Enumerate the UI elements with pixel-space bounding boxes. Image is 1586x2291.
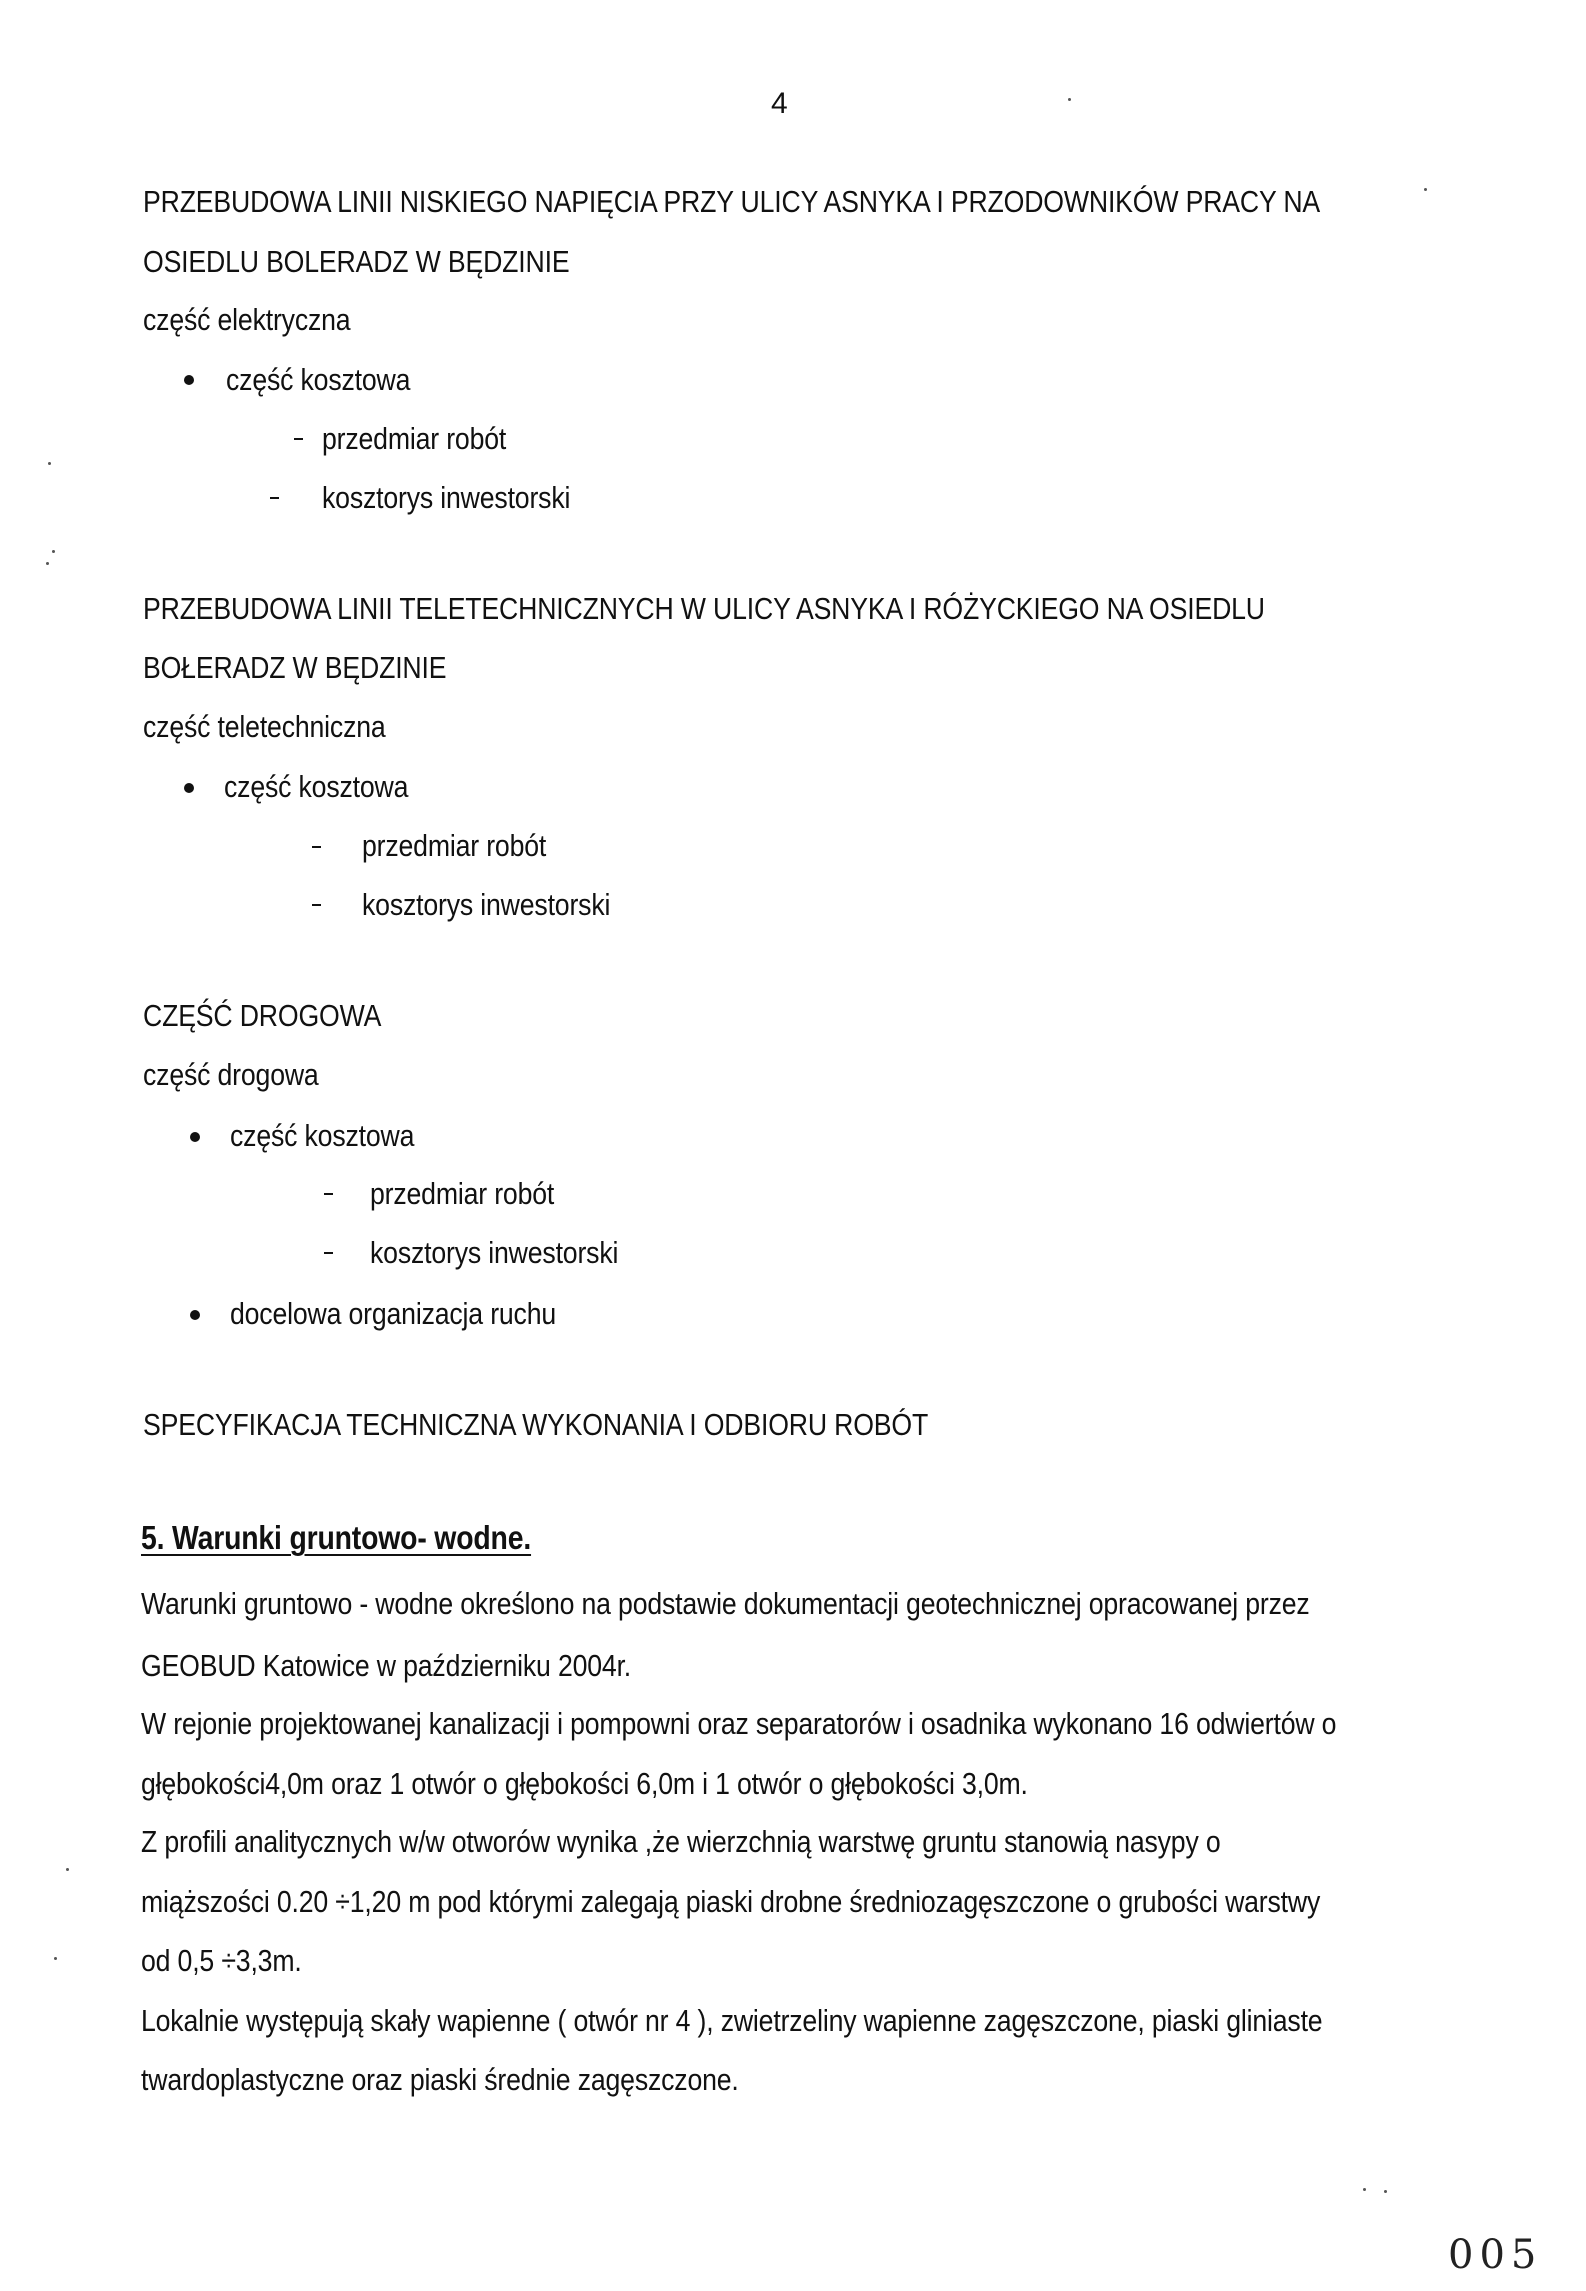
road-part-label: część drogowa: [143, 1057, 319, 1092]
telecom-title-line-1: PRZEBUDOWA LINII TELETECHNICZNYCH W ULICY ASNYKA I RÓŻYCKIEGO NA OSIEDLU: [143, 591, 1265, 626]
telecom-item-measurement: przedmiar robót: [362, 828, 547, 863]
bullet-icon: [190, 1132, 200, 1142]
telecom-bullet-cost: część kosztowa: [224, 769, 409, 804]
section-5-line: głębokości4,0m oraz 1 otwór o głębokości 6,0m i 1 otwór o głębokości 3,0m.: [141, 1766, 1028, 1801]
electric-item-measurement: przedmiar robót: [322, 421, 507, 456]
scan-speck: [66, 1868, 69, 1871]
dash-icon: [312, 904, 321, 906]
scan-speck: [46, 562, 49, 565]
road-item-estimate: kosztorys inwestorski: [370, 1235, 619, 1270]
section-5-line: GEOBUD Katowice w październiku 2004r.: [141, 1648, 632, 1683]
section-5-line: twardoplastyczne oraz piaski średnie zagęszczone.: [141, 2062, 739, 2097]
section-5-line: miąższości 0.20 ÷1,20 m pod którymi zalegają piaski drobne średniozagęszczone o grubości warstwy: [141, 1884, 1321, 1919]
scan-speck: [48, 462, 51, 465]
page-stamp-number: 005: [1448, 2232, 1543, 2278]
section-5-line: Lokalnie występują skały wapienne ( otwór nr 4 ), zwietrzeliny wapienne zagęszczone, piaski gliniaste: [141, 2003, 1323, 2038]
section-5-line: od 0,5 ÷3,3m.: [141, 1943, 302, 1978]
section-5-line: W rejonie projektowanej kanalizacji i pompowni oraz separatorów i osadnika wykonano 16 odwiertów o: [141, 1706, 1337, 1741]
dash-icon: [294, 438, 303, 440]
electric-title-line-1: PRZEBUDOWA LINII NISKIEGO NAPIĘCIA PRZY ULICY ASNYKA I PRZODOWNIKÓW PRACY NA: [143, 184, 1321, 219]
telecom-part-label: część teletechniczna: [143, 709, 386, 744]
page-number: 4: [771, 87, 788, 120]
bullet-icon: [184, 375, 194, 385]
scan-speck: [54, 1957, 57, 1960]
bullet-icon: [184, 783, 194, 793]
section-5-line: Warunki gruntowo - wodne określono na podstawie dokumentacji geotechnicznej opracowanej przez: [141, 1586, 1310, 1621]
scan-speck: [52, 550, 55, 553]
section-5-heading: 5. Warunki gruntowo- wodne.: [141, 1519, 532, 1556]
spec-title: SPECYFIKACJA TECHNICZNA WYKONANIA I ODBIORU ROBÓT: [143, 1407, 929, 1442]
scan-speck: [1363, 2188, 1366, 2191]
dash-icon: [324, 1252, 333, 1254]
electric-bullet-cost: część kosztowa: [226, 362, 411, 397]
telecom-title-line-2: BOŁERADZ W BĘDZINIE: [143, 650, 447, 685]
road-bullet-cost: część kosztowa: [230, 1118, 415, 1153]
dash-icon: [324, 1193, 333, 1195]
road-item-measurement: przedmiar robót: [370, 1176, 555, 1211]
dash-icon: [312, 846, 321, 848]
bullet-icon: [190, 1310, 200, 1320]
electric-title-line-2: OSIEDLU BOLERADZ W BĘDZINIE: [143, 244, 570, 279]
dash-icon: [270, 497, 279, 499]
scan-speck: [1424, 188, 1427, 191]
section-5-line: Z profili analitycznych w/w otworów wynika ,że wierzchnią warstwę gruntu stanowią nasypy o: [141, 1824, 1221, 1859]
road-title: CZĘŚĆ DROGOWA: [143, 998, 382, 1033]
electric-item-estimate: kosztorys inwestorski: [322, 480, 571, 515]
scan-speck: [1384, 2190, 1387, 2193]
telecom-item-estimate: kosztorys inwestorski: [362, 887, 611, 922]
scan-speck: [1068, 98, 1071, 101]
road-bullet-traffic: docelowa organizacja ruchu: [230, 1296, 557, 1331]
electric-part-label: część elektryczna: [143, 302, 351, 337]
